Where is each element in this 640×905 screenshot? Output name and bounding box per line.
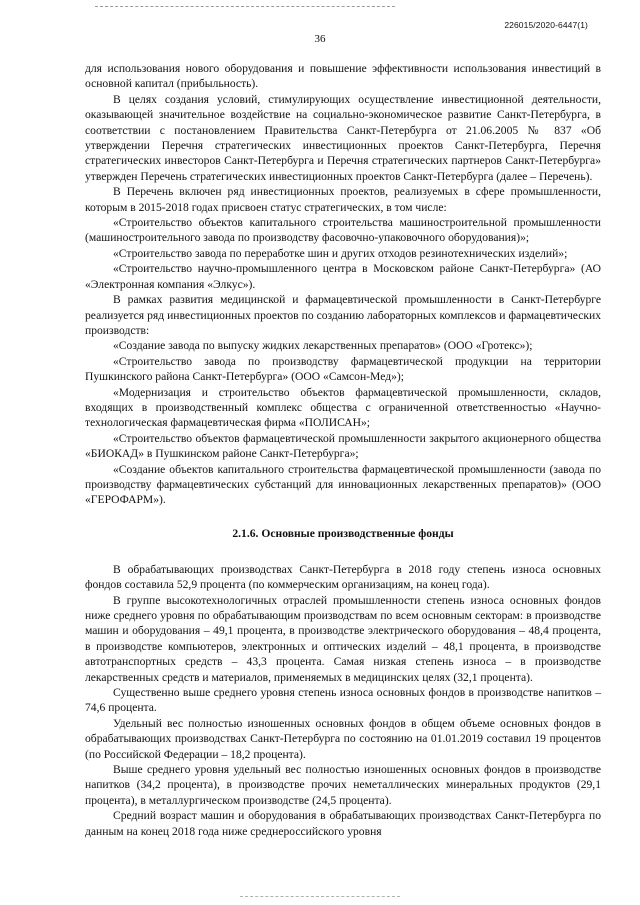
paragraph: В целях создания условий, стимулирующих осуществление инвестиционной деятельности, оказывающей значительное воздействие на социально-экономическое развитие Санкт-Петербурга, в соответствии с постановлением Правительства Санкт-Петербурга от 21.06.2005 № 837 «Об утверждении Перечня стратегических инвестиционных проектов Санкт-Петербурга, Перечня стратегических инвесторов Санкт-Петербурга и Перечня стратегических партнеров Санкт-Петербурга» утвержден Перечень стратегических инвестиционных проектов Санкт-Петербурга (далее – Перечень). [85, 92, 601, 183]
list-item: «Модернизация и строительство объектов фармацевтической промышленности, складов, входящих в производственный комплекс общества с ограниченной ответственностью «Научно-технологическая фармацевтическая фирма «ПОЛИСАН»; [85, 385, 601, 430]
section-heading: 2.1.6. Основные производственные фонды [232, 526, 454, 540]
page-body [85, 61, 601, 839]
page-number: 36 [314, 33, 326, 45]
paragraph: Средний возраст машин и оборудования в обрабатывающих производствах Санкт-Петербурга по данным на конец 2018 года ниже среднероссийского уровня [85, 809, 601, 838]
list-item: «Строительство завода по переработке шин и других отходов резинотехнических изделий»; [113, 246, 568, 260]
paragraph: В обрабатывающих производствах Санкт-Петербурга в 2018 году степень износа основных фондов составила 52,9 процента (по коммерческим организациям, на конец года). [85, 562, 601, 592]
top-scan-line [95, 6, 395, 7]
paragraph: Выше среднего уровня удельный вес полностью изношенных основных фондов в производстве напитков (34,2 процента), в производстве прочих неметаллических минеральных продуктов (29,1 процента), в металлургическом производстве (24,5 процента). [85, 763, 601, 807]
list-item: «Строительство объектов капитального строительства машиностроительной промышленности (машиностроительного завода по производству фасовочно-упаковочного оборудования)»; [85, 216, 601, 245]
paragraph: для использования нового оборудования и повышение эффективности использования инвестиций в основной капитал (прибыльность). [85, 62, 601, 91]
list-item: «Строительство объектов фармацевтической промышленности закрытого акционерного общества «БИОКАД» в Пушкинском районе Санкт-Петербурга»; [85, 431, 601, 461]
list-item: «Строительство завода по производству фармацевтической продукции на территории Пушкинского района Санкт-Петербурга» (ООО «Самсон-Мед»); [85, 354, 601, 384]
paragraph: Существенно выше среднего уровня степень износа основных фондов в производстве напитков – 74,6 процента. [85, 686, 601, 715]
paragraph: Удельный вес полностью изношенных основных фондов в общем объеме основных фондов в обрабатывающих производствах Санкт-Петербурга по состоянию на 01.01.2019 составил 19 процентов (по Российской Федерации – 18,2 процента). [85, 716, 601, 761]
paragraph: В группе высокотехнологичных отраслей промышленности степень износа основных фондов ниже среднего уровня по обрабатывающим производствам по всем основным секторам: в производстве машин и оборудования – 49,1 процента, в производстве электрического оборудования – 48,4 процента, в производстве компьютеров, электронных и оптических изделий – 48,1 процента, в производстве автотранспортных средств – 43,3 процента. Самая низкая степень износа – в производстве лекарственных средств и материалов, применяемых в медицинских целях (32,1 процента). [85, 593, 601, 684]
list-item: «Создание завода по выпуску жидких лекарственных препаратов» (ООО «Гротекс»); [113, 339, 533, 353]
paragraph: В рамках развития медицинской и фармацевтической промышленности в Санкт-Петербурге реализуется ряд инвестиционных проектов по созданию лабораторных комплексов и фармацевтических производств: [85, 293, 601, 337]
list-item: «Создание объектов капитального строительства фармацевтической промышленности (завода по производству фармацевтических субстанций для инновационных лекарственных препаратов)» (ООО «ГЕРОФАРМ»). [85, 462, 601, 507]
bottom-scan-line [240, 896, 400, 897]
paragraph: В Перечень включен ряд инвестиционных проектов, реализуемых в сфере промышленности, которым в 2015-2018 годах присвоен статус стратегических, в том числе: [85, 185, 601, 214]
list-item: «Строительство научно-промышленного центра в Московском районе Санкт-Петербурга» (АО «Электронная компания «Элкус»). [85, 262, 601, 291]
document-number: 226015/2020-6447(1) [504, 20, 588, 30]
